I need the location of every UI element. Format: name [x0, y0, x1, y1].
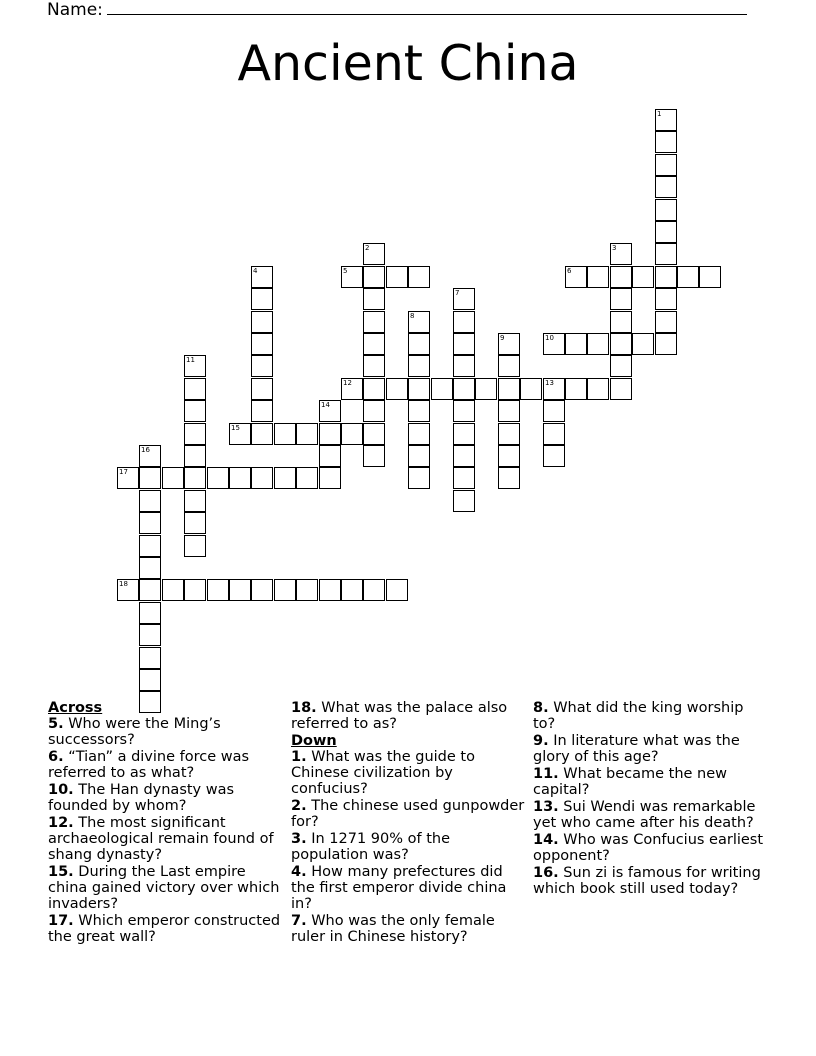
crossword-cell[interactable] — [319, 400, 341, 422]
crossword-cell[interactable] — [184, 445, 206, 467]
crossword-cell[interactable] — [453, 378, 475, 400]
crossword-cell[interactable] — [610, 378, 632, 400]
crossword-cell[interactable] — [184, 467, 206, 489]
crossword-cell[interactable] — [229, 467, 251, 489]
crossword-cell[interactable] — [453, 400, 475, 422]
crossword-cell[interactable] — [610, 355, 632, 377]
crossword-cell[interactable] — [408, 311, 430, 333]
crossword-cell[interactable] — [296, 423, 318, 445]
crossword-cell[interactable] — [139, 579, 161, 601]
crossword-cell[interactable] — [139, 602, 161, 624]
clue-across-15: 15. During the Last empire china gained victory over which invaders? — [48, 864, 280, 912]
crossword-cell[interactable] — [498, 333, 520, 355]
crossword-cell[interactable] — [655, 311, 677, 333]
cell-number: 14 — [321, 401, 330, 409]
crossword-cell[interactable] — [296, 579, 318, 601]
crossword-cell[interactable] — [408, 467, 430, 489]
crossword-cell[interactable] — [453, 355, 475, 377]
crossword-cell[interactable] — [475, 378, 497, 400]
clue-down-8: 8. What did the king worship to? — [533, 700, 744, 732]
crossword-cell[interactable] — [632, 333, 654, 355]
cell-number: 8 — [410, 312, 415, 320]
crossword-cell[interactable] — [408, 423, 430, 445]
crossword-cell[interactable] — [655, 109, 677, 131]
crossword-cell[interactable] — [184, 355, 206, 377]
crossword-cell[interactable] — [184, 400, 206, 422]
crossword-cell[interactable] — [139, 445, 161, 467]
clue-across-5: 5. Who were the Ming’s successors? — [48, 716, 221, 748]
crossword-cell[interactable] — [363, 378, 385, 400]
crossword-cell[interactable] — [319, 445, 341, 467]
crossword-cell[interactable] — [251, 378, 273, 400]
crossword-cell[interactable] — [655, 199, 677, 221]
crossword-cell[interactable] — [139, 647, 161, 669]
crossword-cell[interactable] — [498, 445, 520, 467]
crossword-cell[interactable] — [274, 423, 296, 445]
clue-down-16: 16. Sun zi is famous for writing which book still used today? — [533, 865, 761, 897]
cell-number: 10 — [545, 334, 554, 342]
clue-down-14: 14. Who was Confucius earliest opponent? — [533, 832, 764, 864]
clue-across-17: 17. Which emperor constructed the great wall? — [48, 913, 281, 945]
crossword-cell[interactable] — [453, 445, 475, 467]
crossword-cell[interactable] — [565, 333, 587, 355]
crossword-cell[interactable] — [655, 176, 677, 198]
crossword-cell[interactable] — [251, 400, 273, 422]
clue-down-2: 2. The chinese used gunpowder for? — [291, 798, 525, 830]
crossword-cell[interactable] — [229, 579, 251, 601]
crossword-cell[interactable] — [408, 266, 430, 288]
crossword-cell[interactable] — [363, 423, 385, 445]
crossword-cell[interactable] — [162, 579, 184, 601]
crossword-cell[interactable] — [386, 266, 408, 288]
crossword-cell[interactable] — [543, 378, 565, 400]
crossword-cell[interactable] — [453, 490, 475, 512]
cell-number: 2 — [365, 244, 370, 252]
crossword-cell[interactable] — [498, 355, 520, 377]
crossword-cell[interactable] — [408, 378, 430, 400]
page-title: Ancient China — [237, 35, 579, 92]
cell-number: 5 — [343, 267, 348, 275]
crossword-cell[interactable] — [587, 333, 609, 355]
crossword-cell[interactable] — [139, 490, 161, 512]
crossword-cell[interactable] — [341, 579, 363, 601]
crossword-cell[interactable] — [655, 154, 677, 176]
crossword-cell[interactable] — [453, 288, 475, 310]
crossword-cell[interactable] — [543, 445, 565, 467]
crossword-cell[interactable] — [565, 378, 587, 400]
crossword-cell[interactable] — [610, 311, 632, 333]
clues-column-2 — [291, 700, 526, 946]
crossword-cell[interactable] — [610, 288, 632, 310]
cell-number: 9 — [500, 334, 505, 342]
clue-down-11: 11. What became the new capital? — [533, 766, 728, 798]
crossword-cell[interactable] — [274, 579, 296, 601]
crossword-cell[interactable] — [655, 221, 677, 243]
crossword-cell[interactable] — [184, 423, 206, 445]
cell-number: 16 — [141, 446, 150, 454]
crossword-cell[interactable] — [453, 333, 475, 355]
crossword-cell[interactable] — [655, 243, 677, 265]
cell-number: 18 — [119, 580, 128, 588]
crossword-cell[interactable] — [408, 355, 430, 377]
crossword-cell[interactable] — [117, 579, 139, 601]
crossword-cell[interactable] — [184, 579, 206, 601]
crossword-cell[interactable] — [251, 423, 273, 445]
crossword-cell[interactable] — [184, 490, 206, 512]
clue-across-18: 18. What was the palace also referred to as? — [291, 700, 508, 732]
crossword-cell[interactable] — [251, 266, 273, 288]
crossword-cell[interactable] — [498, 400, 520, 422]
crossword-cell[interactable] — [453, 467, 475, 489]
crossword-cell[interactable] — [251, 311, 273, 333]
crossword-cell[interactable] — [341, 423, 363, 445]
crossword-cell[interactable] — [363, 333, 385, 355]
clues-column-3 — [533, 700, 768, 898]
cell-number: 13 — [545, 379, 554, 387]
crossword-cell[interactable] — [610, 333, 632, 355]
crossword-cell[interactable] — [363, 243, 385, 265]
cell-number: 3 — [612, 244, 617, 252]
crossword-cell[interactable] — [162, 467, 184, 489]
crossword-cell[interactable] — [363, 266, 385, 288]
crossword-cell[interactable] — [363, 400, 385, 422]
crossword-cell[interactable] — [319, 467, 341, 489]
crossword-cell[interactable] — [408, 400, 430, 422]
clue-down-13: 13. Sui Wendi was remarkable yet who came after his death? — [533, 799, 756, 831]
crossword-cell[interactable] — [453, 311, 475, 333]
crossword-cell[interactable] — [139, 624, 161, 646]
crossword-cell[interactable] — [251, 288, 273, 310]
crossword-cell[interactable] — [543, 400, 565, 422]
crossword-cell[interactable] — [363, 445, 385, 467]
crossword-cell[interactable] — [341, 378, 363, 400]
crossword-cell[interactable] — [610, 243, 632, 265]
crossword-cell[interactable] — [453, 423, 475, 445]
crossword-cell[interactable] — [543, 423, 565, 445]
crossword-cell[interactable] — [251, 333, 273, 355]
crossword-cell[interactable] — [184, 535, 206, 557]
crossword-cell[interactable] — [319, 423, 341, 445]
clue-down-1: 1. What was the guide to Chinese civilization by confucius? — [291, 749, 475, 797]
crossword-cell[interactable] — [139, 467, 161, 489]
crossword-cell[interactable] — [498, 423, 520, 445]
crossword-cell[interactable] — [408, 333, 430, 355]
crossword-cell[interactable] — [139, 557, 161, 579]
crossword-cell[interactable] — [677, 266, 699, 288]
clues-column-1 — [48, 700, 283, 946]
crossword-cell[interactable] — [431, 378, 453, 400]
crossword-cell[interactable] — [632, 266, 654, 288]
crossword-cell[interactable] — [699, 266, 721, 288]
crossword-cell[interactable] — [274, 467, 296, 489]
clue-down-9: 9. In literature what was the glory of this age? — [533, 733, 740, 765]
cell-number: 7 — [455, 289, 460, 297]
clue-across-10: 10. The Han dynasty was founded by whom? — [48, 782, 235, 814]
down-heading: Down — [291, 733, 337, 749]
cell-number: 1 — [657, 110, 662, 118]
crossword-cell[interactable] — [251, 355, 273, 377]
crossword-cell[interactable] — [498, 378, 520, 400]
crossword-cell[interactable] — [587, 266, 609, 288]
name-label: Name: — [47, 0, 103, 20]
crossword-cell[interactable] — [363, 579, 385, 601]
clue-down-4: 4. How many prefectures did the first emperor divide china in? — [291, 864, 507, 912]
clue-across-6: 6. “Tian” a divine force was referred to as what? — [48, 749, 250, 781]
crossword-cell[interactable] — [184, 378, 206, 400]
cell-number: 6 — [567, 267, 572, 275]
crossword-cell[interactable] — [117, 467, 139, 489]
crossword-cell[interactable] — [655, 333, 677, 355]
crossword-cell[interactable] — [207, 467, 229, 489]
crossword-cell[interactable] — [363, 288, 385, 310]
cell-number: 17 — [119, 468, 128, 476]
clue-down-7: 7. Who was the only female ruler in Chinese history? — [291, 913, 495, 945]
crossword-cell[interactable] — [386, 378, 408, 400]
crossword-cell[interactable] — [184, 512, 206, 534]
clue-across-12: 12. The most significant archaeological remain found of shang dynasty? — [48, 815, 274, 863]
clue-down-3: 3. In 1271 90% of the population was? — [291, 831, 451, 863]
crossword-cell[interactable] — [341, 266, 363, 288]
crossword-cell[interactable] — [139, 512, 161, 534]
cell-number: 15 — [231, 424, 240, 432]
crossword-cell[interactable] — [587, 378, 609, 400]
crossword-cell[interactable] — [655, 288, 677, 310]
crossword-cell[interactable] — [655, 266, 677, 288]
cell-number: 12 — [343, 379, 352, 387]
crossword-cell[interactable] — [139, 669, 161, 691]
crossword-cell[interactable] — [296, 467, 318, 489]
crossword-cell[interactable] — [565, 266, 587, 288]
crossword-cell[interactable] — [251, 467, 273, 489]
crossword-cell[interactable] — [498, 467, 520, 489]
cell-number: 11 — [186, 356, 195, 364]
crossword-cell[interactable] — [363, 311, 385, 333]
cell-number: 4 — [253, 267, 258, 275]
crossword-cell[interactable] — [251, 579, 273, 601]
crossword-cell[interactable] — [610, 266, 632, 288]
crossword-cell[interactable] — [655, 131, 677, 153]
crossword-cell[interactable] — [139, 535, 161, 557]
across-heading: Across — [48, 700, 103, 716]
crossword-cell[interactable] — [386, 579, 408, 601]
crossword-cell[interactable] — [319, 579, 341, 601]
crossword-cell[interactable] — [408, 445, 430, 467]
crossword-cell[interactable] — [363, 355, 385, 377]
crossword-cell[interactable] — [207, 579, 229, 601]
crossword-cell[interactable] — [520, 378, 542, 400]
crossword-cell[interactable] — [229, 423, 251, 445]
crossword-cell[interactable] — [543, 333, 565, 355]
